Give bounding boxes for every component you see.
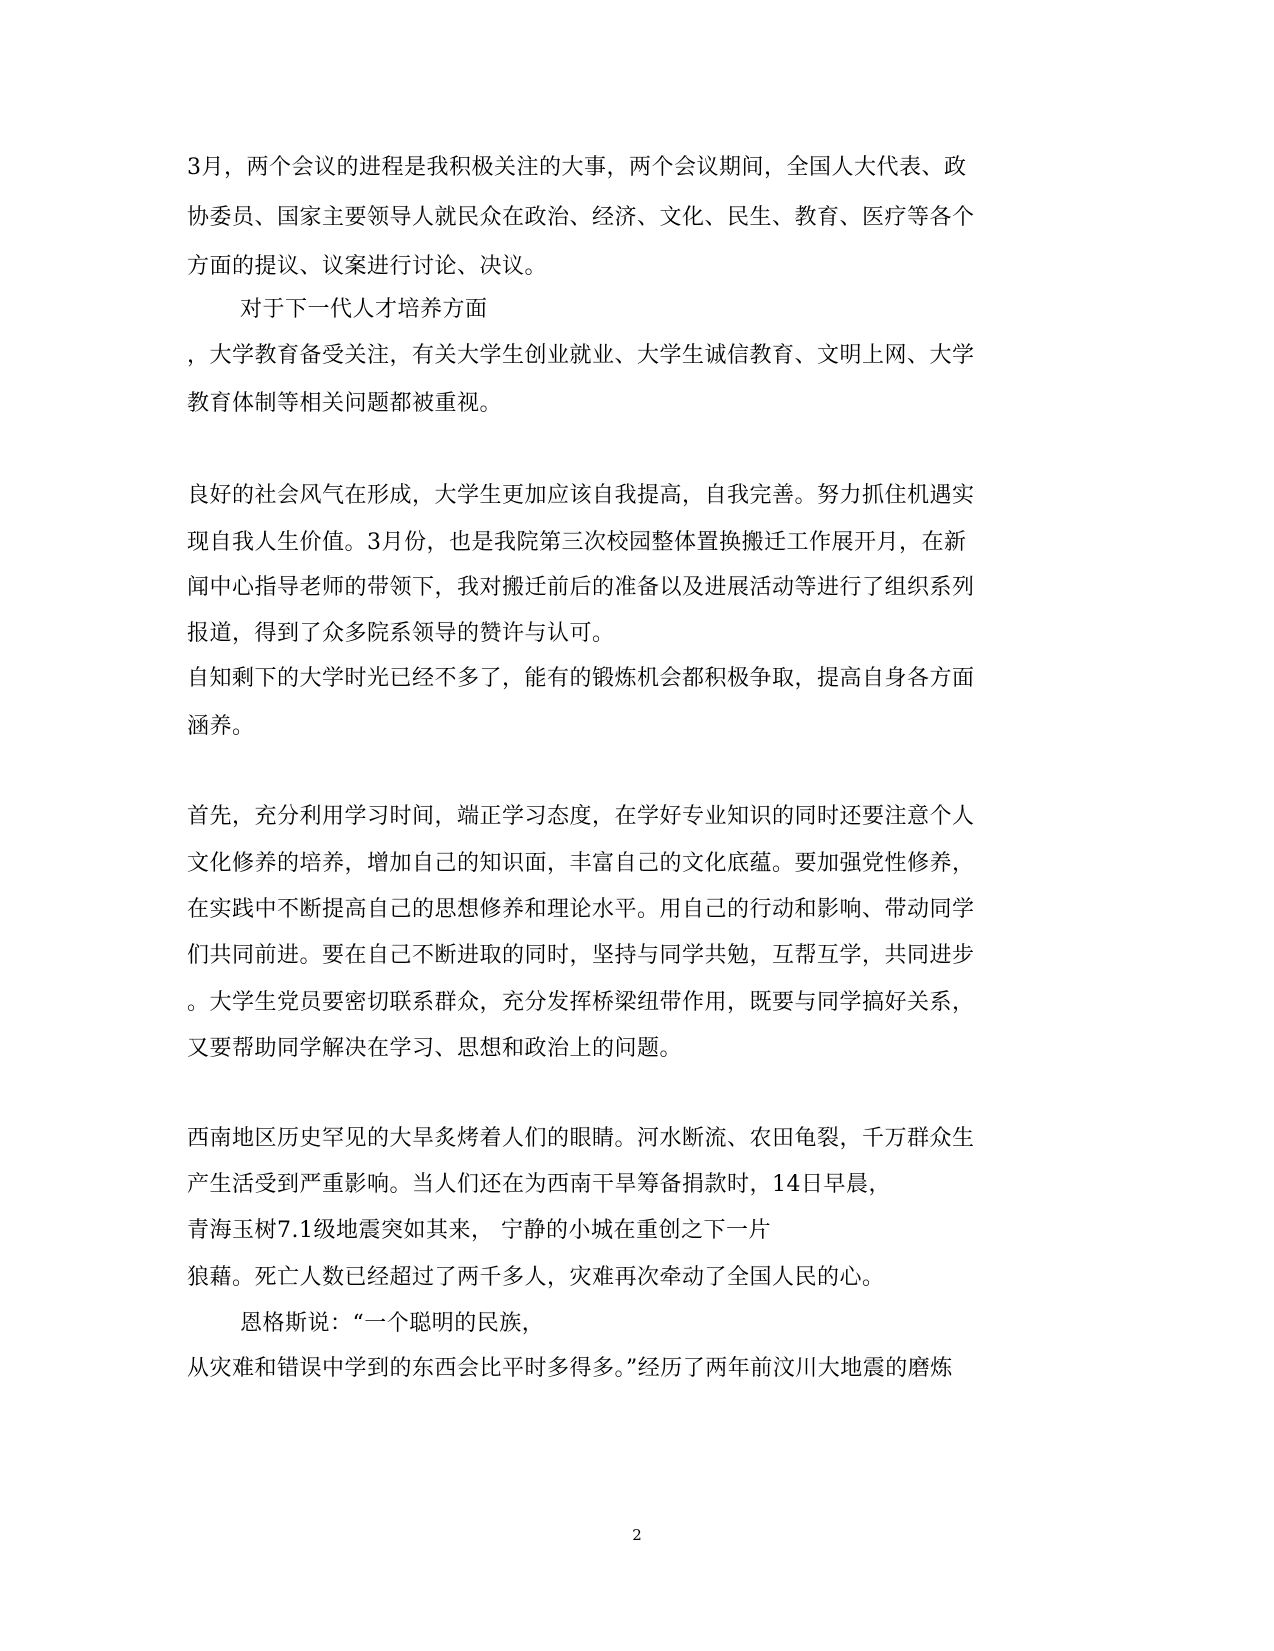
text-line: 在实践中不断提高自己的思想修养和理论水平。用自己的行动和影响、带动同学 — [187, 897, 975, 922]
text-line: 西南地区历史罕见的大旱炙烤着人们的眼睛。河水断流、农田龟裂，千万群众生 — [187, 1126, 975, 1151]
text-line: 首先，充分利用学习时间，端正学习态度，在学好专业知识的同时还要注意个人 — [187, 804, 975, 829]
text-line: 报道，得到了众多院系领导的赞许与认可。 — [187, 621, 615, 646]
text-line: 从灾难和错误中学到的东西会比平时多得多。”经历了两年前汶川大地震的磨炼 — [187, 1356, 953, 1381]
text-line: 教育体制等相关问题都被重视。 — [187, 391, 503, 416]
text-line: 方面的提议、议案进行讨论、决议。 — [187, 254, 548, 279]
text-line: 闻中心指导老师的带领下，我对搬迁前后的准备以及进展活动等进行了组织系列 — [187, 575, 975, 600]
text-line: 涵养。 — [187, 714, 255, 739]
text-line: 协委员、国家主要领导人就民众在政治、经济、文化、民生、教育、医疗等各个 — [187, 205, 975, 230]
text-line: 又要帮助同学解决在学习、思想和政治上的问题。 — [187, 1036, 683, 1061]
text-line: 文化修养的培养，增加自己的知识面，丰富自己的文化底蕴。要加强党性修养， — [187, 851, 975, 876]
text-line: 。大学生党员要密切联系群众，充分发挥桥梁纽带作用，既要与同学搞好关系， — [187, 990, 975, 1015]
text-line: 狼藉。死亡人数已经超过了两千多人，灾难再次牵动了全国人民的心。 — [187, 1265, 885, 1290]
text-line: 3月，两个会议的进程是我积极关注的大事，两个会议期间，全国人大代表、政 — [187, 155, 967, 180]
text-line: 现自我人生价值。3月份，也是我院第三次校园整体置换搬迁工作展开月，在新 — [187, 530, 967, 555]
text-line: ，大学教育备受关注，有关大学生创业就业、大学生诚信教育、文明上网、大学 — [187, 343, 975, 368]
text-line: 青海玉树7.1级地震突如其来， 宁静的小城在重创之下一片 — [187, 1218, 771, 1243]
text-line: 们共同前进。要在自己不断进取的同时，坚持与同学共勉，互帮互学，共同进步 — [187, 943, 975, 968]
page-number: 2 — [632, 1526, 642, 1544]
text-line: 产生活受到严重影响。当人们还在为西南干旱筹备捐款时，14日早晨， — [187, 1172, 891, 1197]
text-line: 恩格斯说：“一个聪明的民族， — [240, 1311, 545, 1336]
text-line: 自知剩下的大学时光已经不多了，能有的锻炼机会都积极争取，提高自身各方面 — [187, 666, 975, 691]
text-line: 对于下一代人才培养方面 — [240, 297, 488, 322]
text-line: 良好的社会风气在形成，大学生更加应该自我提高，自我完善。努力抓住机遇实 — [187, 483, 975, 508]
